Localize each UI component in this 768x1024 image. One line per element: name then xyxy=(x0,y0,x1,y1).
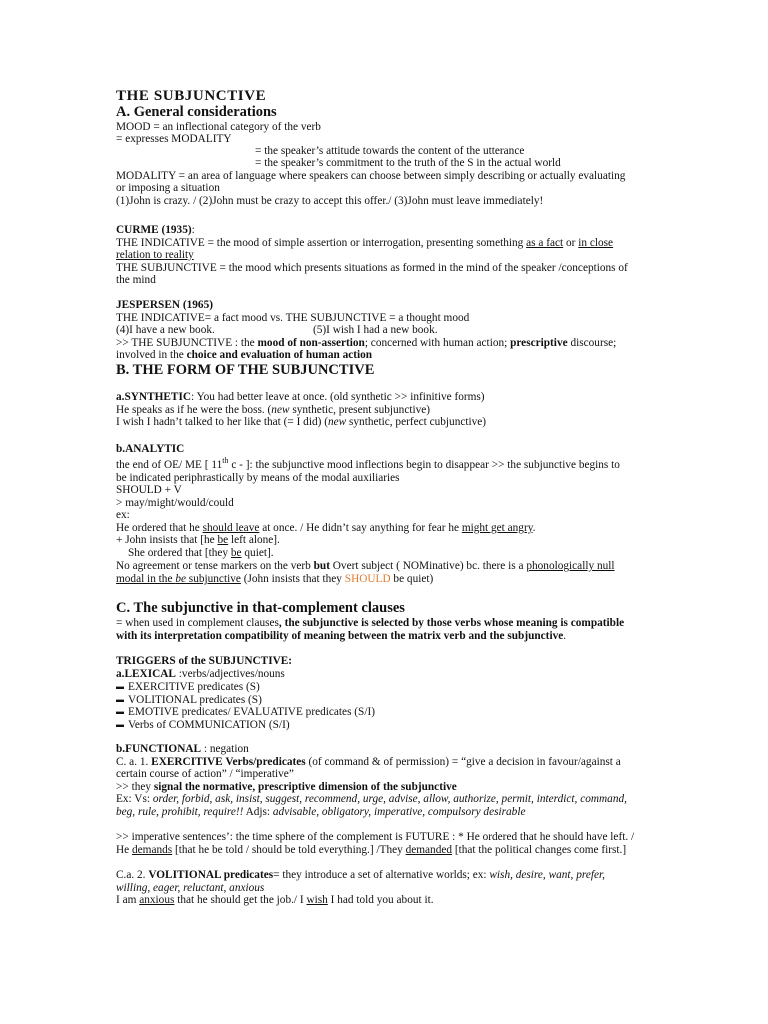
imperative-line-2: He demands [that he be told / should be told everything.] /They demanded [that the political changes come first.] xyxy=(116,844,627,856)
synthetic-line-2: He speaks as if he were the boss. (new synthetic, present subjunctive) xyxy=(116,404,431,416)
volitional-example: I am anxious that he should get the job./ I wish I had told you about it. xyxy=(116,894,434,906)
synthetic-line-3: I wish I hadn’t talked to her like that (= I did) (new synthetic, perfect cubjunctive) xyxy=(116,416,487,428)
bullet-icon: ▬ xyxy=(116,720,124,729)
section-c-line-1: = when used in complement clauses, the subjunctive is selected by those verbs whose meaning is compatible xyxy=(116,617,625,629)
bullet-icon: ▬ xyxy=(116,695,124,704)
analytic-line-8: She ordered that [they be quiet]. xyxy=(128,547,274,559)
exercitive-line-2: certain course of action” / “imperative” xyxy=(116,768,294,780)
curme-heading: CURME (1935): xyxy=(116,224,195,236)
jespersen-line-3: >> THE SUBJUNCTIVE : the mood of non-assertion; concerned with human action; prescriptive discourse; xyxy=(116,337,617,349)
analytic-line-4: > may/might/would/could xyxy=(116,497,234,509)
list-item: ▬ VOLITIONAL predicates (S) xyxy=(116,694,262,706)
synthetic-line-1: a.SYNTHETIC: You had better leave at once. (old synthetic >> infinitive forms) xyxy=(116,391,485,403)
volitional-line-1: C.a. 2. VOLITIONAL predicates= they introduce a set of alternative worlds; ex: wish, desire, want, prefer, xyxy=(116,869,605,881)
list-item: ▬ EMOTIVE predicates/ EVALUATIVE predicates (S/I) xyxy=(116,706,375,718)
analytic-line-7: + John insists that [he be left alone]. xyxy=(116,534,280,546)
lexical-heading: a.LEXICAL :verbs/adjectives/nouns xyxy=(116,668,285,680)
curme-subjunctive-1: THE SUBJUNCTIVE = the mood which presents situations as formed in the mind of the speaker /conceptions of xyxy=(116,262,628,274)
speaker-commitment: = the speaker’s commitment to the truth of the S in the actual world xyxy=(255,157,561,169)
imperative-line-1: >> imperative sentences’: the time sphere of the complement is FUTURE : * He ordered that he should have left. / xyxy=(116,831,635,843)
list-item: ▬ Verbs of COMMUNICATION (S/I) xyxy=(116,719,290,731)
list-item: ▬ EXERCITIVE predicates (S) xyxy=(116,681,260,693)
modality-definition-2: or imposing a situation xyxy=(116,182,220,194)
exercitive-examples-1: Ex: Vs: order, forbid, ask, insist, suggest, recommend, urge, advise, allow, authorize, permit, interdict, command, xyxy=(116,793,627,805)
jespersen-line-4: involved in the choice and evaluation of human action xyxy=(116,349,373,361)
bullet-icon: ▬ xyxy=(116,682,124,691)
section-a-heading: A. General considerations xyxy=(116,104,277,120)
analytic-line-5: ex: xyxy=(116,509,130,521)
analytic-heading: b.ANALYTIC xyxy=(116,443,185,455)
volitional-line-2: willing, eager, reluctant, anxious xyxy=(116,882,265,894)
modality-definition-1: MODALITY = an area of language where speakers can choose between simply describing or actually evaluating xyxy=(116,170,626,182)
curme-subjunctive-2: the mind xyxy=(116,274,156,286)
modality-examples: (1)John is crazy. / (2)John must be crazy to accept this offer./ (3)John must leave immediately! xyxy=(116,195,544,207)
section-c-line-2: with its interpretation compatibility of meaning between the matrix verb and the subjunctive. xyxy=(116,630,567,642)
jespersen-example-5: (5)I wish I had a new book. xyxy=(313,324,438,336)
exercitive-line-1: C. a. 1. EXERCITIVE Verbs/predicates (of command & of permission) = “give a decision in favour/against a xyxy=(116,756,621,768)
analytic-line-6: He ordered that he should leave at once. / He didn’t say anything for fear he might get angry. xyxy=(116,522,536,534)
analytic-line-10: modal in the be subjunctive (John insists that they SHOULD be quiet) xyxy=(116,573,434,585)
curme-indicative-2: relation to reality xyxy=(116,249,194,261)
section-b-heading: B. THE FORM OF THE SUBJUNCTIVE xyxy=(116,362,375,378)
functional-heading: b.FUNCTIONAL : negation xyxy=(116,743,249,755)
jespersen-line-1: THE INDICATIVE= a fact mood vs. THE SUBJUNCTIVE = a thought mood xyxy=(116,312,470,324)
bullet-icon: ▬ xyxy=(116,707,124,716)
expresses-modality: = expresses MODALITY xyxy=(116,133,232,145)
analytic-line-2: be indicated periphrastically by means of the modal auxiliaries xyxy=(116,472,400,484)
analytic-line-9: No agreement or tense markers on the verb but Overt subject ( NOMinative) bc. there is a phonologically null xyxy=(116,560,615,572)
analytic-line-1: the end of OE/ ME [ 11th c - ]: the subjunctive mood inflections begin to disappear >> the subjunctive begins to xyxy=(116,456,620,471)
exercitive-line-3: >> they signal the normative, prescriptive dimension of the subjunctive xyxy=(116,781,457,793)
analytic-line-3: SHOULD + V xyxy=(116,484,182,496)
section-c-heading: C. The subjunctive in that-complement clauses xyxy=(116,600,405,616)
triggers-heading: TRIGGERS of the SUBJUNCTIVE: xyxy=(116,655,293,667)
jespersen-example-4: (4)I have a new book. xyxy=(116,324,215,336)
speaker-attitude: = the speaker’s attitude towards the content of the utterance xyxy=(255,145,525,157)
mood-definition: MOOD = an inflectional category of the verb xyxy=(116,121,321,133)
curme-indicative-1: THE INDICATIVE = the mood of simple assertion or interrogation, presenting something as a fact or in close xyxy=(116,237,614,249)
jespersen-heading: JESPERSEN (1965) xyxy=(116,299,213,311)
exercitive-examples-2: beg, rule, prohibit, require!! Adjs: advisable, obligatory, imperative, compulsory desirable xyxy=(116,806,526,818)
document-title: THE SUBJUNCTIVE xyxy=(116,88,267,104)
